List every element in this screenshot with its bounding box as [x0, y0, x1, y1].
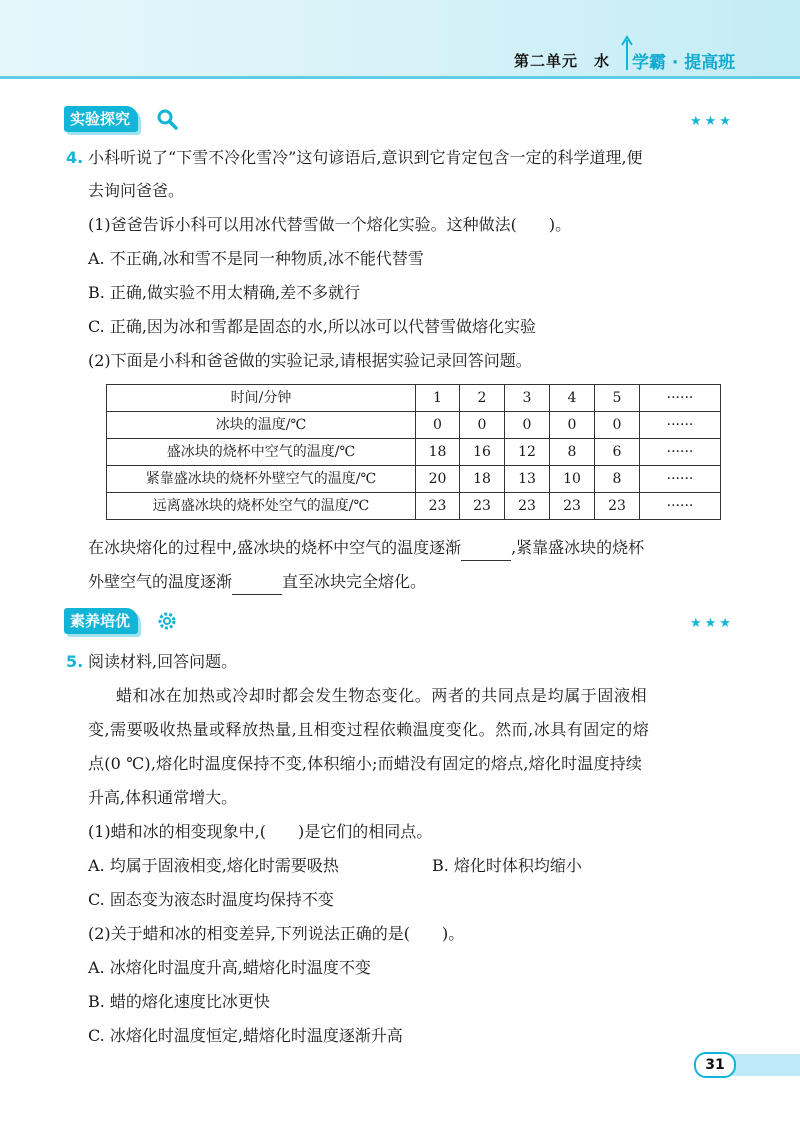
table-cell: 8: [550, 439, 595, 466]
table-cell: 23: [550, 493, 595, 520]
sub-question: (1)爸爸告诉小科可以用冰代替雪做一个熔化实验。这种做法( )。: [88, 215, 572, 234]
table-cell: 2: [460, 385, 505, 412]
question-stem: 阅读材料,回答问题。: [88, 652, 238, 671]
table-row: [107, 385, 721, 412]
table-cell: 时间/分钟: [107, 385, 416, 412]
table-cell: 10: [550, 466, 595, 493]
section-tag-experiment: 实验探究: [64, 106, 138, 132]
option-c: C. 固态变为液态时温度均保持不变: [88, 890, 334, 909]
question-stem: 小科听说了“下雪不冷化雪冷”这句谚语后,意识到它肯定包含一定的科学道理,便: [88, 148, 643, 167]
table-cell: 4: [550, 385, 595, 412]
section-tag-literacy: 素养培优: [64, 608, 138, 634]
table-cell: 5: [595, 385, 640, 412]
passage-line: 蜡和冰在加热或冷却时都会发生物态变化。两者的共同点是均属于固液相: [116, 686, 648, 705]
magnifier-icon: [156, 108, 178, 130]
table-cell: 0: [505, 412, 550, 439]
table-cell: 20: [416, 466, 460, 493]
brand-title: 学霸 · 提高班: [632, 53, 736, 73]
experiment-table: [106, 384, 721, 520]
table-cell: 远离盛冰块的烧杯处空气的温度/℃: [107, 493, 416, 520]
table-cell: 23: [416, 493, 460, 520]
table-cell: 23: [595, 493, 640, 520]
option-c: C. 冰熔化时温度恒定,蜡熔化时温度逐渐升高: [88, 1026, 403, 1045]
table-cell: 23: [460, 493, 505, 520]
question-number: 4.: [66, 148, 84, 167]
table-cell: 13: [505, 466, 550, 493]
table-cell: 冰块的温度/℃: [107, 412, 416, 439]
option-b: B. 熔化时体积均缩小: [432, 856, 582, 875]
passage-line: 点(0 ℃),熔化时温度保持不变,体积缩小;而蜡没有固定的熔点,熔化时温度持续: [88, 754, 643, 773]
answer-blank-1[interactable]: [461, 536, 511, 561]
table-row: [107, 466, 721, 493]
option-c: C. 正确,因为冰和雪都是固态的水,所以冰可以代替雪做熔化实验: [88, 317, 537, 336]
table-cell: 0: [550, 412, 595, 439]
table-cell: ······: [640, 385, 721, 412]
table-cell: ······: [640, 439, 721, 466]
sub-question: (2)下面是小科和爸爸做的实验记录,请根据实验记录回答问题。: [88, 351, 532, 370]
table-cell: 23: [505, 493, 550, 520]
page-number: 31: [694, 1052, 736, 1078]
table-cell: 8: [595, 466, 640, 493]
table-cell: 3: [505, 385, 550, 412]
passage-line: 升高,体积通常增大。: [88, 788, 238, 807]
option-a: A. 冰熔化时温度升高,蜡熔化时温度不变: [88, 958, 371, 977]
table-cell: 紧靠盛冰块的烧杯外壁空气的温度/℃: [107, 466, 416, 493]
table-cell: 1: [416, 385, 460, 412]
table-cell: 12: [505, 439, 550, 466]
passage-line: 变,需要吸收热量或释放热量,且相变过程依赖温度变化。然而,冰具有固定的熔: [88, 720, 650, 739]
option-b: B. 正确,做实验不用太精确,差不多就行: [88, 283, 361, 302]
sentence-text: 在冰块熔化的过程中,盛冰块的烧杯中空气的温度逐渐: [88, 538, 462, 557]
option-a: A. 均属于固液相变,熔化时需要吸热: [88, 856, 339, 875]
question-stem: 去询问爸爸。: [88, 181, 185, 200]
sentence-text: ,紧靠盛冰块的烧杯: [511, 538, 645, 557]
option-a: A. 不正确,冰和雪不是同一种物质,冰不能代替雪: [88, 249, 424, 268]
table-row: [107, 439, 721, 466]
difficulty-stars: ★★★: [690, 616, 734, 631]
sentence-text: 外壁空气的温度逐渐: [88, 572, 233, 591]
table-cell: 0: [416, 412, 460, 439]
table-row: [107, 493, 721, 520]
table-cell: 0: [460, 412, 505, 439]
table-cell: ······: [640, 412, 721, 439]
table-cell: 0: [595, 412, 640, 439]
fill-in-sentence: [88, 570, 426, 595]
table-cell: 16: [460, 439, 505, 466]
table-row: [107, 412, 721, 439]
sub-question: (2)关于蜡和冰的相变差异,下列说法正确的是( )。: [88, 924, 465, 943]
answer-blank-2[interactable]: [232, 570, 282, 595]
table-cell: ······: [640, 466, 721, 493]
sub-question: (1)蜡和冰的相变现象中,( )是它们的相同点。: [88, 822, 433, 841]
table-cell: 6: [595, 439, 640, 466]
sentence-text: 直至冰块完全熔化。: [282, 572, 427, 591]
question-number: 5.: [66, 652, 84, 671]
page-number-band: [730, 1054, 800, 1076]
table-cell: 18: [416, 439, 460, 466]
table-cell: ······: [640, 493, 721, 520]
option-b: B. 蜡的熔化速度比冰更快: [88, 992, 270, 1011]
unit-title: 第二单元 水: [514, 52, 611, 70]
gear-icon: [156, 610, 178, 632]
fill-in-sentence: [88, 536, 644, 561]
table-cell: 盛冰块的烧杯中空气的温度/℃: [107, 439, 416, 466]
difficulty-stars: ★★★: [690, 114, 734, 129]
table-cell: 18: [460, 466, 505, 493]
